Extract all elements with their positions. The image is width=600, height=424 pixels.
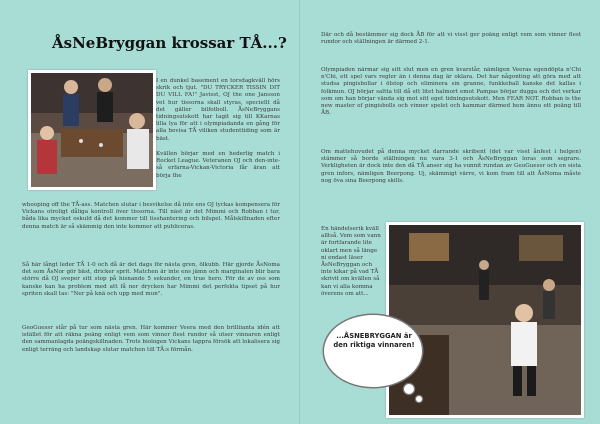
paragraph-conclusion: En händelserik kväll alltså. Vem som vann är fortfarande lite oklart men så länge ni endast läser ÅsNeBryggan och inte kikar på vad TÅ skrivit om kvällen så kan vi alla komma överens om att... (321, 226, 381, 297)
paragraph-rocket-league-end: whooping off the TÅ-ass. Matchen slutar i besvikelse då inte ens OJ lyckas kompensera för Vickans otroligt dåliga kontroll över tissorna. Till näst är det Mimmi och Robban i tur, båda lika mycket oskuld då det kommer till tisshantering och bilspel. Målskillnaden efter denna match är så skämmig den inte kommer att publiceras. (22, 202, 280, 230)
bubble-text: ...ÅSNEBRYGGAN är den riktiga vinnaren! (333, 332, 415, 349)
intro-paragraph: I en dunkel basement en torsdagkväll hörs skrik och tjut. "DU TRYCKER TISSIN DIT DU VILL FA!" Javisst, OJ the one Jansson vet hur tissorna skall styras, speciellt då det gäller bilfotboll. ÅsNeBryggans tidningsutskott har tagit sig till KKarnas lilla lya för att i olympiadanda en gång för alla bevisa TÅ viliken studenttiding som är bäst. (156, 78, 280, 142)
photo-beerpong (386, 222, 584, 418)
photo-basement-game (28, 70, 156, 190)
paragraph-rocket-league-start: Kvällen börjar med en hederlig match i Rocket League. Veteranen OJ och den-inte-så erfarna-Vickan-Victoria får äran att börja the (156, 151, 280, 179)
paragraph-nchi-nchi: Olympiaden närmar sig sitt slut men en gren kvarstår, nämligen Veeras egendöpta n'Chi n'Chi, ett spel vars regler än i denna dag är oklara. Det har någonting att göra med att studsa pingisbollar i ölstop och eliminera sin granne, funkkeball kanske det kallas i folkmun. OJ börjar saltta till då ett litet halmort emot Pampas börjar dugga och det verkar som om han börjar vända sig mot sitt eget tidningsutskott. Men FEAR NOT. Robban is the new master of pingisbolls och vinner spelet och kammar därmed hem ännu ett poäng till ÅB. (321, 67, 581, 117)
paragraph-olkubb: Så här långt leder TÅ 1-0 och då är det dags för nästa gren, ölkubb. Här gjorde ÅsNoma det som ÅsNor gör bäst, dricker sprit. Matchen är inte ens jämn och marginalen blir bara större då OJ sveper sitt stop på hisnande 5 sekunder, en true hero. För de av oss som kanske kan ha problem med att få ner drycken har Mimmi det perfekta tipset på hur spriten skall tas: "Ner på knä och upp med mun". (22, 262, 280, 297)
page-spine (299, 0, 300, 424)
paragraph-score: Där och då bestämmer sig dock ÅB för att vi visst ger poäng enligt vem som vinner flest rundor och ställningen är därmed 2-1. (321, 32, 581, 46)
article-title: ÅsNeBryggan krossar TÅ...? (52, 34, 287, 52)
paragraph-beerpong: Om mattehuvudet på denna mycket darrande skribent (det var visst ånfest i helgen) stämmer så borde ställningen nu vara 3-1 och ÅsNeBryggan loras som segrare. Verkligheten är dock inte den då TÅ anser sig ha vunnit rundan av GeoGuessr och en sista gren infors, nämligen Beerpong. Uj, skämmigt värre, vi kom fram till att ÅsNoma måste nog öva sina Beerpong skills. (321, 149, 581, 184)
paragraph-geoguessr: GeoGuessr står på tur som nästa gren. Här kommer Veera med den brilliianta idén att istället för att räkna poäng enligt vem som vinner flest rundor så utser vinnaren enligt den sammanlagda poängskillnaden. Trots biologen Vickans tappra försök att lokalisera sig enligt terräng och landskap slutar matchen till TÅ:s förmån. (22, 325, 280, 353)
thought-bubble-dot-large (404, 384, 414, 394)
thought-bubble (324, 315, 422, 387)
thought-bubble-dot-small (416, 396, 422, 402)
